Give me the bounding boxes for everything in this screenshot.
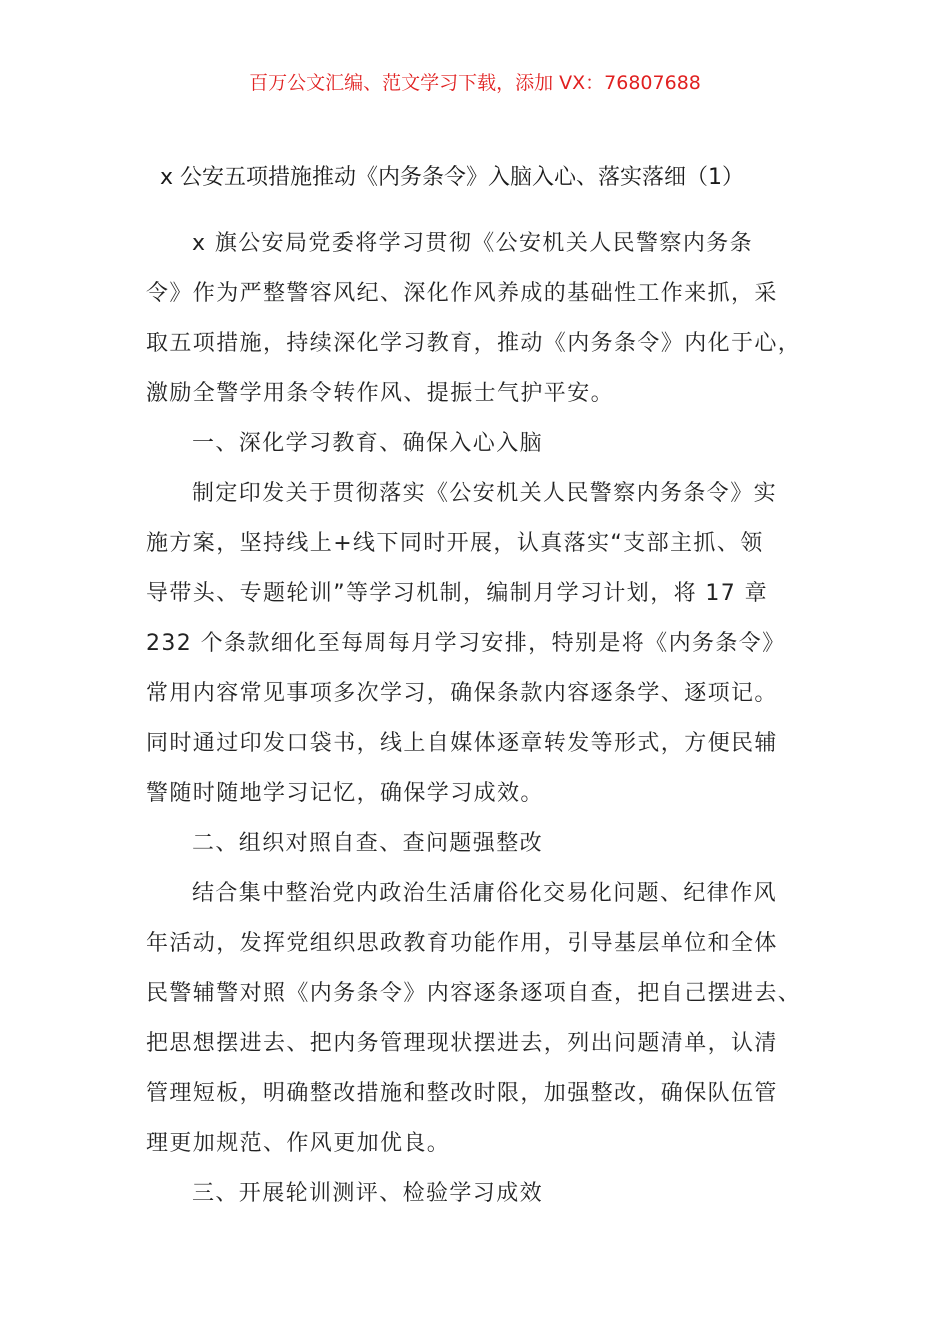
paragraph-line: 二、组织对照自查、查问题强整改	[192, 831, 544, 856]
paragraph-line: 令》作为严整警容风纪、深化作风养成的基础性工作来抓，采	[146, 281, 778, 306]
paragraph-line: 结合集中整治党内政治生活庸俗化交易化问题、纪律作风	[192, 881, 778, 906]
paragraph-line: 年活动，发挥党组织思政教育功能作用，引导基层单位和全体	[146, 931, 778, 956]
paragraph-line: 理更加规范、作风更加优良。	[146, 1131, 451, 1156]
paragraph-line: 管理短板，明确整改措施和整改时限，加强整改，确保队伍管	[146, 1081, 778, 1106]
paragraph-line: 把思想摆进去、把内务管理现状摆进去，列出问题清单，认清	[146, 1031, 778, 1056]
paragraph-line: 激励全警学用条令转作风、提振士气护平安。	[146, 381, 615, 406]
paragraph-line: 三、开展轮训测评、检验学习成效	[192, 1181, 544, 1206]
download-banner: 百万公文汇编、范文学习下载，添加 VX：76807688	[249, 72, 701, 94]
paragraph-line: x 旗公安局党委将学习贯彻《公安机关人民警察内务条	[192, 231, 754, 256]
paragraph-line: 常用内容常见事项多次学习，确保条款内容逐条学、逐项记。	[146, 681, 778, 706]
paragraph-line: 警随时随地学习记忆，确保学习成效。	[146, 781, 544, 806]
paragraph-line: 一、深化学习教育、确保入心入脑	[192, 431, 544, 456]
paragraph-line: 232 个条款细化至每周每月学习安排，特别是将《内务条令》	[146, 631, 786, 656]
paragraph-line: 施方案，坚持线上+线下同时开展，认真落实“支部主抓、领	[146, 531, 764, 556]
paragraph-line: 取五项措施，持续深化学习教育，推动《内务条令》内化于心，	[146, 331, 802, 356]
paragraph-line: 导带头、专题轮训”等学习机制，编制月学习计划，将 17 章	[146, 581, 768, 606]
document-title: x 公安五项措施推动《内务条令》入脑入心、落实落细（1）	[160, 165, 745, 190]
paragraph-line: 同时通过印发口袋书，线上自媒体逐章转发等形式，方便民辅	[146, 731, 778, 756]
paragraph-line: 制定印发关于贯彻落实《公安机关人民警察内务条令》实	[192, 481, 778, 506]
paragraph-line: 民警辅警对照《内务条令》内容逐条逐项自查，把自己摆进去、	[146, 981, 802, 1006]
